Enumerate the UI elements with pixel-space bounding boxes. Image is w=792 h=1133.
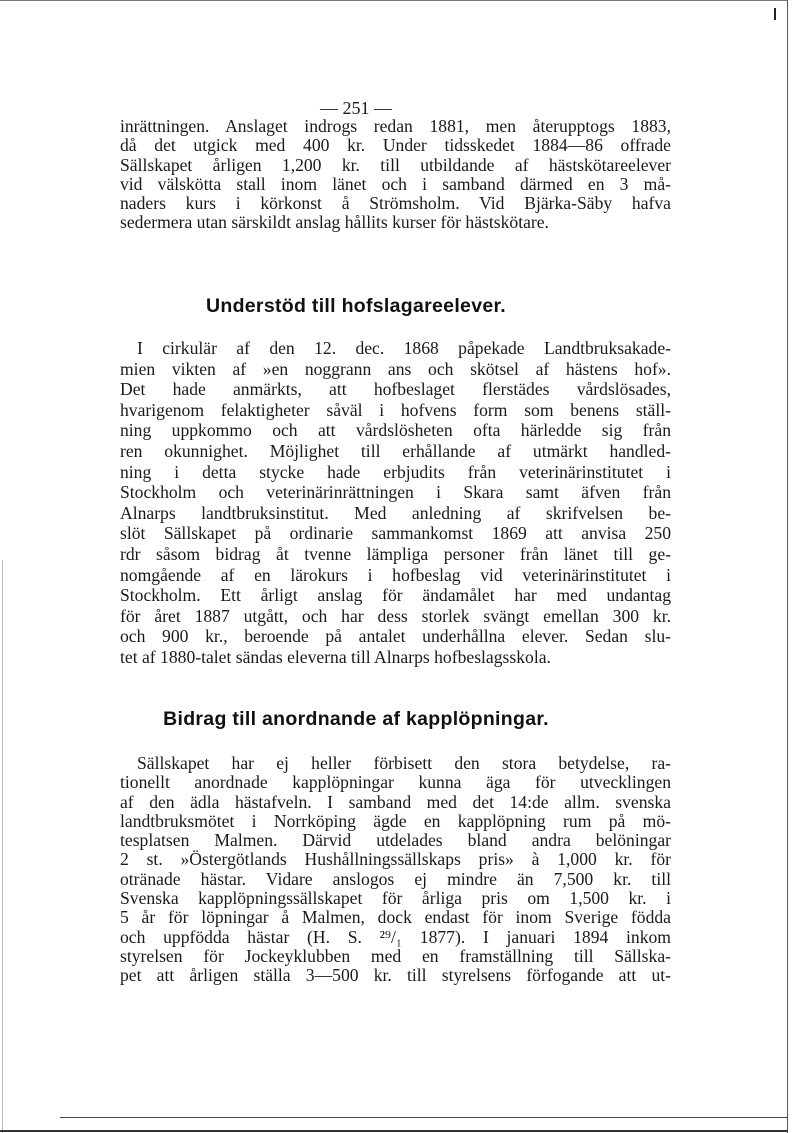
text-line: Det hade anmärkts, att hofbeslaget flerstädes vårdslösades, (120, 379, 671, 400)
scan-border-bottom-thick (0, 1130, 788, 1132)
text-line: hvarigenom felaktigheter såväl i hofvens form som benens ställ- (120, 399, 671, 420)
text-line: ning i detta stycke hade erbjudits från veterinärinstitutet i (120, 461, 671, 482)
text-line: ning uppkommo och att vårdslösheten ofta härledde sig från (120, 420, 671, 441)
text-line: vid välskötta stall inom länet och i samband därmed en 3 må- (120, 173, 671, 194)
paragraph-continued (120, 117, 671, 233)
text-line: sedermera utan särskildt anslag hållits kurser för hästskötare. (120, 212, 549, 233)
scan-border-top (0, 0, 788, 1)
text-line: tet af 1880-talet sändas eleverna till Alnarps hofbeslagsskola. (120, 646, 551, 667)
text-line: och 900 kr., beroende på antalet underhållna elever. Sedan slu- (120, 626, 671, 647)
text-line: rdr såsom bidrag åt tvenne lämpliga personer från länet till ge- (120, 543, 671, 564)
text-line: slöt Sällskapet på ordinarie sammankomst 1869 att anvisa 250 (120, 523, 671, 544)
text-line: nomgående af en lärokurs i hofbeslag vid veterinärinstitutet i (120, 564, 671, 585)
text-line: tesplatsen Malmen. Därvid utdelades bland andra belöningar (120, 830, 671, 851)
section-heading-hofslagareelever: Understöd till hofslagareelever. (205, 295, 507, 317)
text-line: för året 1887 utgått, och har dess storlek svängt emellan 300 kr. (120, 605, 671, 626)
text-line: pet att årligen ställa 3—500 kr. till styrelsens förfogande att ut- (120, 965, 671, 986)
text-line: mien vikten af »en noggrann ans och skötsel af hästens hof». (120, 358, 671, 379)
text-line: I cirkulär af den 12. dec. 1868 påpekade Landtbruksakade- (137, 338, 671, 358)
text-line: inrättningen. Anslaget indrogs redan 1881, men återupptogs 1883, (120, 116, 671, 136)
scan-border-left (2, 560, 3, 1133)
text-line: då det utgick med 400 kr. Under tidsskedet 1884—86 offrade (120, 135, 671, 156)
text-line: Stockholm och veterinärinrättningen i Skara samt äfven från (120, 482, 671, 503)
scan-mark (774, 8, 776, 20)
text-line: 5 år för löpningar å Malmen, dock endast för inom Sverige födda (120, 907, 671, 928)
text-line: Sällskapet har ej heller förbisett den stora betydelse, ra- (137, 753, 671, 773)
text-line: Svenska kapplöpningssällskapet för årliga pris om 1,500 kr. i (120, 888, 671, 909)
text-line: af den ädla hästafveln. I samband med det 14:de allm. svenska (120, 791, 671, 812)
section-heading-kapplopningar: Bidrag till anordnande af kapplöpningar. (163, 708, 549, 730)
text-line: Sällskapet årligen 1,200 kr. till utbildande af hästskötareelever (120, 154, 671, 175)
text-line: ren okunnighet. Möjlighet till erhållande af utmärkt handled- (120, 440, 671, 461)
text-line: naders kurs i körkonst å Strömsholm. Vid Bjärka-Säby hafva (120, 193, 671, 214)
paragraph-kapplopningar (120, 754, 671, 986)
paragraph-hofslagareelever (120, 338, 671, 668)
page-number: — 251 — (320, 98, 392, 118)
text-line: landtbruksmötet i Norrköping ägde en kapplöpning rum på mö- (120, 810, 671, 831)
text-line: tionellt anordnade kapplöpningar kunna äga för utvecklingen (120, 772, 671, 793)
text-line: och uppfödda hästar (H. S. ²⁹/₁ 1877). I januari 1894 inkom (120, 926, 671, 947)
text-line: styrelsen för Jockeyklubben med en framställning till Sällska- (120, 945, 671, 966)
text-line: Alnarps landtbruksinstitut. Med anledning af skrifvelsen be- (120, 502, 671, 523)
scan-border-bottom (60, 1117, 788, 1118)
text-line: otränade hästar. Vidare anslogos ej mindre än 7,500 kr. till (120, 868, 671, 889)
text-line: Stockholm. Ett årligt anslag för ändamålet har med undantag (120, 585, 671, 606)
text-line: 2 st. »Östergötlands Hushållningssällskaps pris» à 1,000 kr. för (120, 849, 671, 870)
scan-border-right (787, 0, 788, 1133)
